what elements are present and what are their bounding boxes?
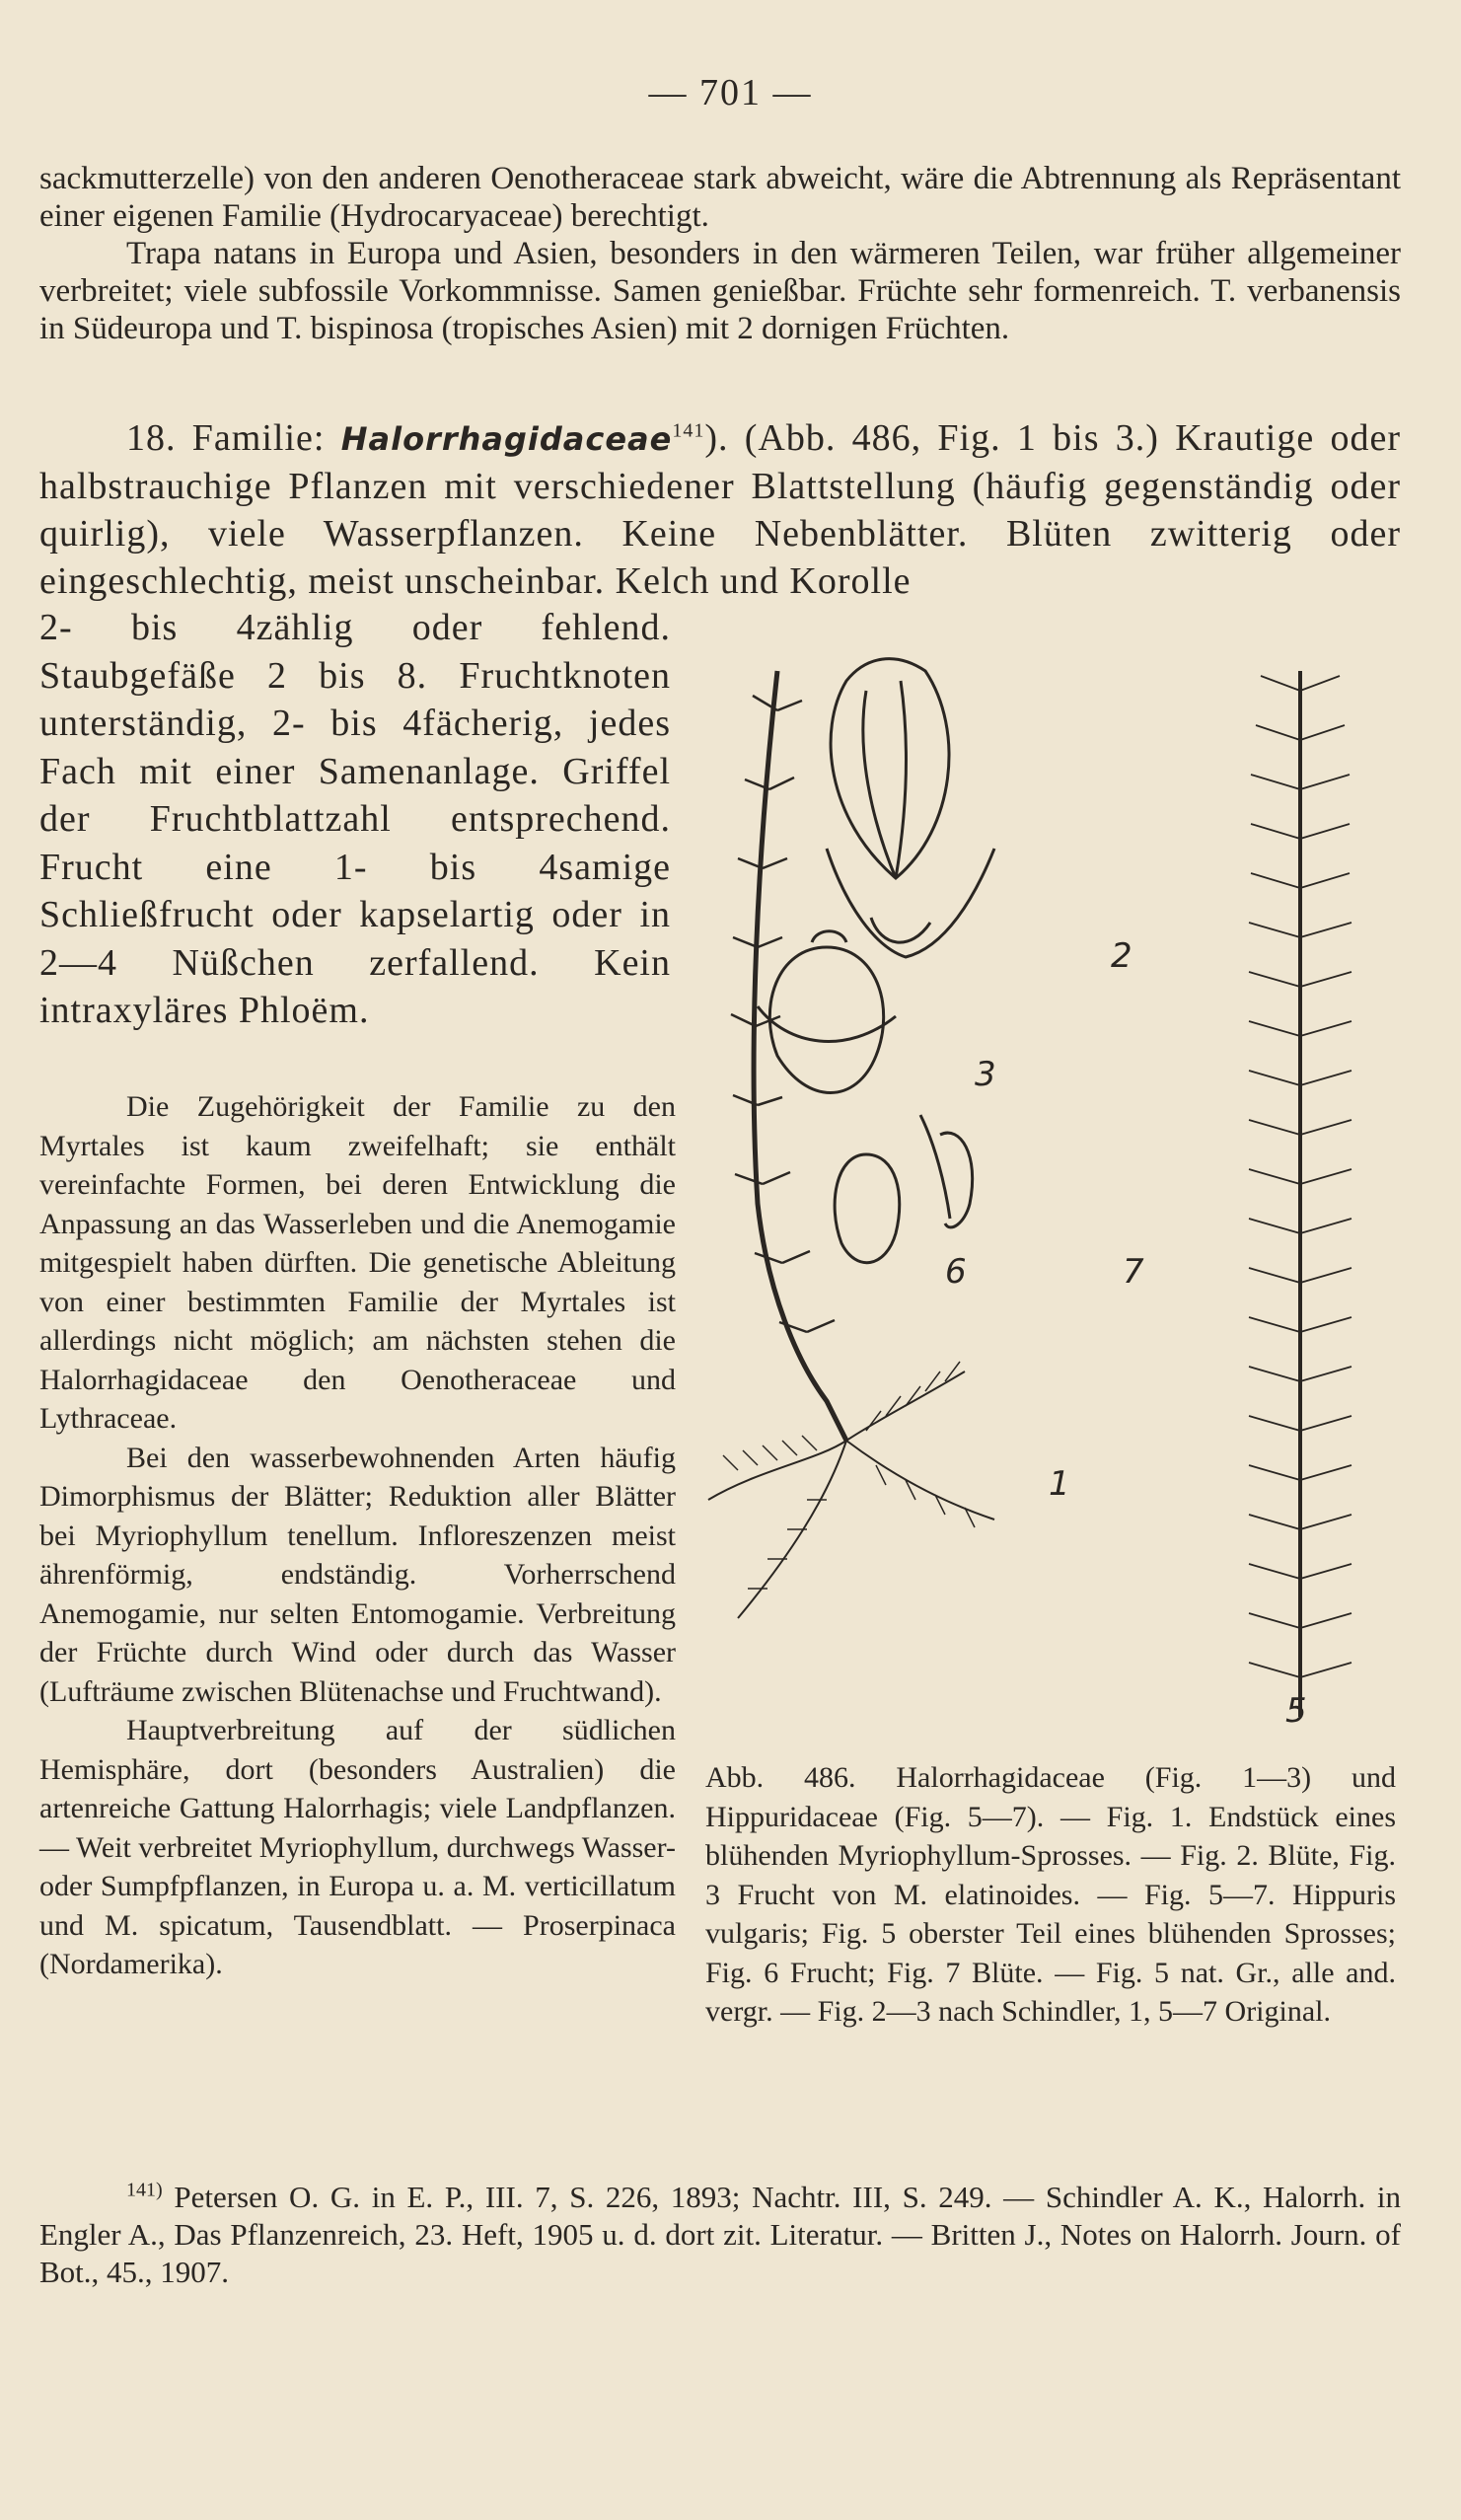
figure-label-3: 3 — [975, 1055, 996, 1094]
figure-caption: Abb. 486. Halorrhagidaceae (Fig. 1—3) und Hippuridaceae (Fig. 5—7). — Fig. 1. Endstück eines blühenden Myriophyllum-Sprosses. — Fig. 2. Blüte, Fig. 3 Frucht von M. elatinoides. — Fig. 5—7. Hippuris vulgaris; Fig. 5 oberster Teil eines blühenden Sprosses; Fig. 6 Frucht; Fig. 7 Blüte. — Fig. 5 nat. Gr., alle and. vergr. — Fig. 2—3 nach Schindler, 1, 5—7 Original. — [705, 1761, 1396, 2028]
paragraph-relationship: Die Zugehörigkeit der Familie zu den Myrtales ist kaum zweifelhaft; sie enthält vereinfachte Formen, bei deren Entwicklung die Anpassung an das Wasserleben und die Anemogamie mitgespielt haben dürften. Die genetische Ableitung von einer bestimmten Familie der Myrtales ist allerdings nicht möglich; am nächsten stehen die Halorrhagidaceae den Oenotheraceae und Lythraceae. — [39, 1090, 676, 1435]
paragraph-distribution: Hauptverbreitung auf der südlichen Hemisphäre, dort (besonders Australien) die artenreiche Gattung Halorrhagis; viele Landpflanzen. — Weit verbreitet Myriophyllum, durchwegs Wasser- oder Sumpfpflanzen, in Europa u. a. M. verticillatum und M. spicatum, Tausendblatt. — Proserpinaca (Nordamerika). — [39, 1714, 676, 1980]
family-description-narrow: 2- bis 4zählig oder fehlend. Staubgefäße 2 bis 8. Fruchtknoten unterständig, 2- bis 4fächerig, jedes Fach mit einer Samenanlage. Griffel der Fruchtblattzahl entsprechend. Frucht eine 1- bis 4samige Schließfrucht oder kapselartig oder in 2—4 Nüßchen zerfallend. Kein intraxyläres Phloëm. — [39, 607, 671, 1031]
paragraph-trapa-natans: Trapa natans in Europa und Asien, besonders in den wärmeren Teilen, war früher allgemeiner verbreitet; viele subfossile Vorkommnisse. Samen genießbar. Früchte sehr formenreich. T. verbanensis in Südeuropa und T. bispinosa (tropisches Asien) mit 2 dornigen Früchten. — [39, 236, 1401, 346]
footnote-text: Petersen O. G. in E. P., III. 7, S. 226, 1893; Nachtr. III, S. 249. — Schindler A. K., Halorrh. in Engler A., Das Pflanzenreich, 23. Heft, 1905 u. d. dort zit. Literatur. — Britten J., Notes on Halorrh. Journ. of Bot., 45., 1907. — [39, 2180, 1401, 2289]
paragraph-trapa-intro: sackmutterzelle) von den anderen Oenotheraceae stark abweicht, wäre die Abtrennung als Repräsentant einer eigenen Familie (Hydrocaryaceae) berechtigt. — [39, 161, 1401, 234]
botanical-illustration — [698, 651, 1417, 1751]
footnote-ref: 141 — [672, 419, 705, 442]
figure-label-7: 7 — [1123, 1252, 1144, 1292]
left-column — [39, 1087, 676, 1984]
family-name: Halorrhagidaceae — [340, 420, 673, 458]
footnote — [39, 2179, 1401, 2291]
figure-label-6: 6 — [945, 1252, 967, 1292]
footnote-marker: 141) — [126, 2179, 163, 2201]
top-section — [39, 160, 1401, 347]
paragraph-water-species: Bei den wasserbewohnenden Arten häufig Dimorphismus der Blätter; Reduktion aller Blätter bei Myriophyllum tenellum. Infloreszenzen meist ährenförmig, endständig. Vorherrschend Anemogamie, nur selten Entomogamie. Verbreitung der Früchte durch Wind oder durch das Wasser (Lufträume zwischen Blütenachse und Fruchtwand). — [39, 1441, 676, 1708]
figure-label-5: 5 — [1285, 1691, 1307, 1731]
family-heading-paragraph — [39, 414, 1401, 605]
figure-label-1: 1 — [1049, 1464, 1070, 1504]
family-lead: 18. Familie: — [126, 417, 341, 459]
figure-label-2: 2 — [1111, 936, 1132, 976]
page-number: — 701 — — [648, 72, 813, 113]
family-description: ). (Abb. 486, Fig. 1 bis 3.) Krautige oder halbstrauchige Pflanzen mit verschiedener Blattstellung (häufig gegenständig oder quirlig), viele Wasserpflanzen. Keine Nebenblätter. Blüten zwitterig oder eingeschlechtig, meist unscheinbar. Kelch und Korolle — [39, 417, 1401, 602]
